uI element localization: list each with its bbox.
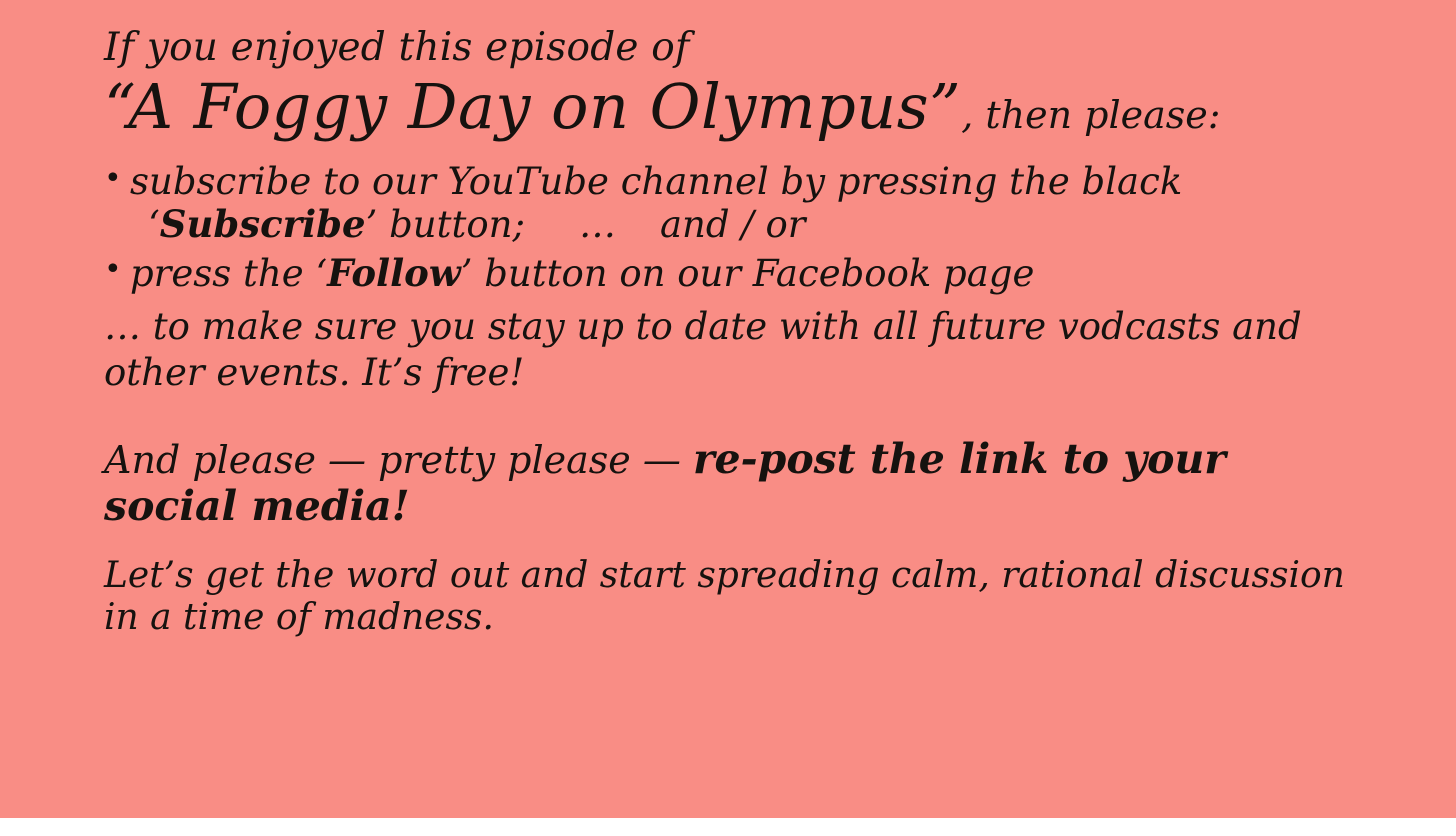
- list-item: [104, 252, 1364, 295]
- bullet-text: [130, 252, 1364, 295]
- subscribe-quote-close: ’ button;: [365, 203, 525, 247]
- emphasis-paragraph: [104, 436, 1364, 529]
- and-or-text: and / or: [659, 203, 806, 247]
- closing-line-1: Let’s get the word out and start spreading calm, rational discussion: [104, 555, 1345, 597]
- episode-title-line: [104, 72, 1364, 143]
- follow-post-text: ’ button on our Facebook page: [460, 252, 1035, 296]
- emphasis-italic: pretty please: [378, 437, 631, 482]
- follow-label: Follow: [327, 251, 461, 296]
- list-item: [104, 161, 1364, 246]
- emphasis-lead: And please —: [104, 437, 379, 482]
- bullet-line-2: [130, 203, 1364, 246]
- follow-pre-text: press the ‘: [130, 252, 328, 296]
- episode-title: “A Foggy Day on Olympus”: [104, 70, 962, 144]
- episode-title-tail: , then please:: [961, 93, 1221, 138]
- followup-line-1: … to make sure you stay up to date with all future vodcasts and: [104, 304, 1302, 348]
- intro-text: If you enjoyed this episode of: [104, 25, 690, 70]
- vertical-spacer: [104, 394, 1364, 436]
- emphasis-dash: —: [630, 437, 693, 482]
- slide-bottom-strip: [0, 818, 1456, 836]
- closing-line-2: in a time of madness.: [104, 597, 494, 639]
- bullet-text: [130, 161, 1364, 246]
- subscribe-quote-open: ‘: [148, 203, 160, 247]
- emphasis-strong: re-post the link to your social media!: [104, 434, 1226, 530]
- bullet-line-1: subscribe to our YouTube channel by pressing the black: [130, 160, 1183, 204]
- ellipsis-mark: …: [578, 203, 616, 247]
- bullet-dot-icon: •: [104, 252, 122, 288]
- subscribe-label: Subscribe: [159, 202, 366, 247]
- bullet-dot-icon: •: [104, 161, 122, 197]
- followup-line-2: other events. It’s free!: [104, 350, 525, 394]
